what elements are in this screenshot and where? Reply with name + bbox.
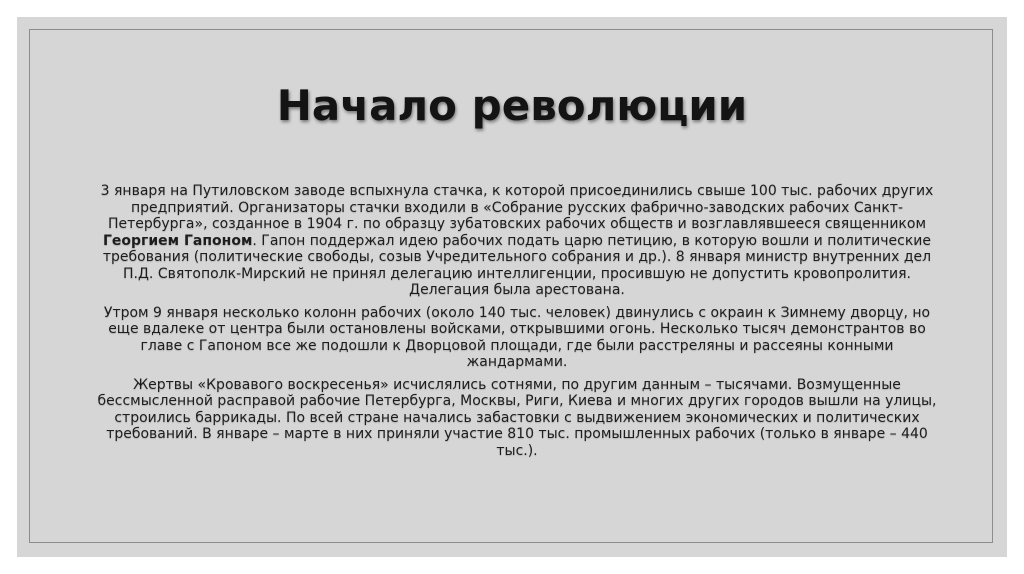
paragraph-1-text-start: 3 января на Путиловском заводе вспыхнула стачка, к которой присоединились свыше 100 тыс. рабочих других предприятий. Организаторы стачки входили в «Собрание русских фабрично-заводских рабочих Санкт-Петербурга», созданное в 1904 г. по образцу зубатовских рабочих обществ и возглавлявшееся священником xyxy=(100,183,934,232)
slide-title: Начало революции xyxy=(276,81,748,130)
paragraph-1-text-end: . Гапон поддержал идею рабочих подать царю петицию, в которую вошли и политические требования (политические свободы, созыв Учредительного собрания и др.). 8 января министр внутренних дел П.Д. Святополк-Мирский не принял делегацию интеллигенции, просившую не допустить кровопролития. Делегация была арестована. xyxy=(102,232,932,298)
paragraph-3: Жертвы «Кровавого воскресенья» исчислялись сотнями, по другим данным – тысячами. Возмущенные бессмысленной расправой рабочие Петербурга, Москвы, Риги, Киева и многих других городов вышли на улицы, строились баррикады. По всей стране начались забастовки с выдвижением экономических и политических требований. В январе – марте в них приняли участие 810 тыс. промышленных рабочих (только в январе – 440 тыс.). xyxy=(97,376,937,459)
gapon-name-bold: Георгием Гапоном xyxy=(103,232,253,249)
slide xyxy=(17,17,1007,557)
paragraph-1 xyxy=(93,183,941,299)
slide-body xyxy=(93,183,941,465)
paragraph-2: Утром 9 января несколько колонн рабочих (около 140 тыс. человек) двинулись с окраин к Зимнему дворцу, но еще вдалеке от центра были остановлены войсками, открывшими огонь. Несколько тысяч демонстрантов во главе с Гапоном все же подошли к Дворцовой площади, где были расстреляны и рассеяны конными жандармами. xyxy=(103,304,931,370)
